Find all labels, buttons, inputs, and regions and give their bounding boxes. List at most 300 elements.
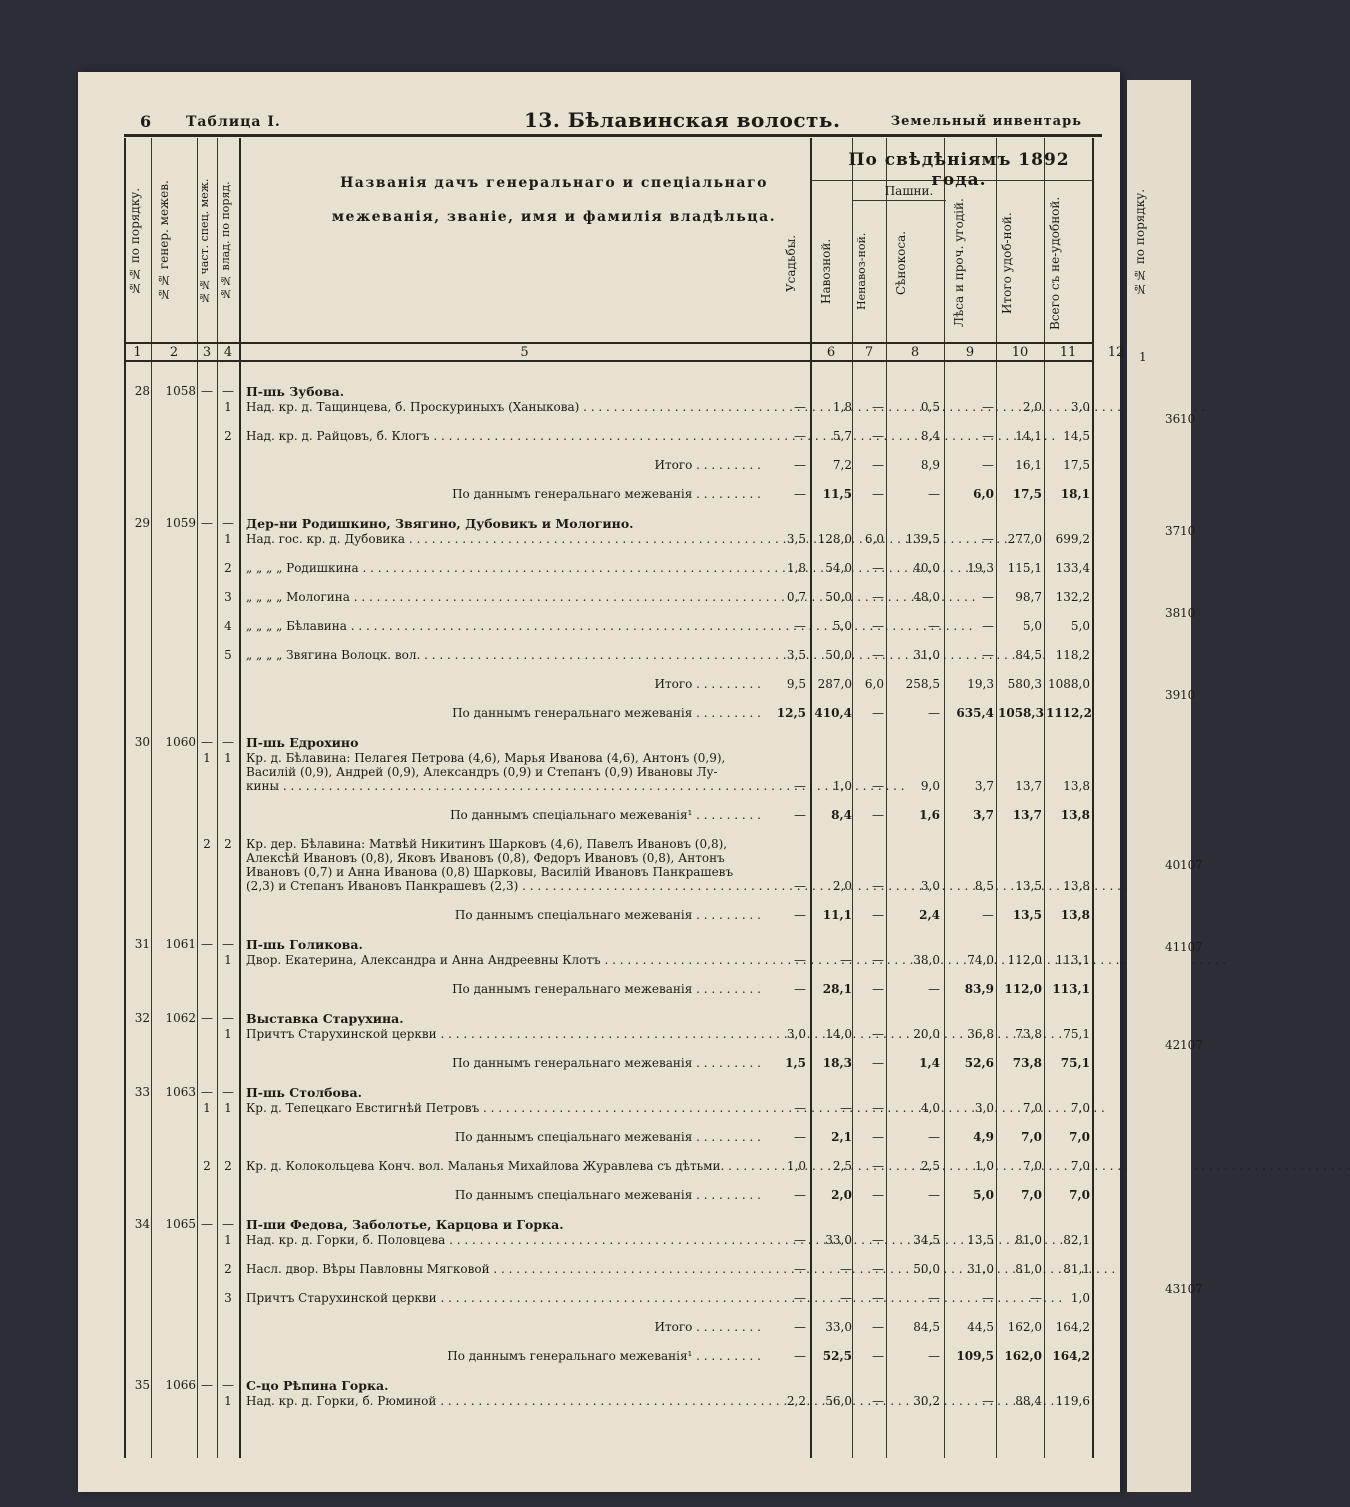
adjacent-row-code: 10 [1180,412,1196,426]
total-label: По даннымъ генеральнаго межеванія . . . . . . . . . [452,487,761,501]
value-col-8: — [872,1130,884,1144]
total-label: По даннымъ спеціальнаго межеванія¹ . . . . . . . . . [450,808,761,822]
value-col-11: 14,1 [1015,429,1042,443]
header-owner-number: №№ влад. по поряд. [219,181,232,301]
owner-text [246,532,766,546]
cell-c4: 2 [224,837,232,851]
value-col-7: 50,0 [825,648,852,662]
owner-text [246,1027,766,1041]
header-vsego: Всего съ не-удобной. [1048,196,1062,330]
estate-heading [246,1085,766,1100]
cell-c4: — [222,1011,234,1025]
header-names-line1: Названія дачъ генеральнаго и спеціальнаго [340,175,768,191]
cell-c4: 5 [224,648,232,662]
value-col-10: 5,0 [973,1188,994,1202]
cell-c4: 4 [224,619,232,633]
cell-text: Василій (0,9), Андрей (0,9), Александръ (0,9) и Степанъ (0,9) Ивановы Лу- [246,765,718,779]
column-number: 6 [826,345,836,360]
owner-text [246,648,766,662]
cell-c3: — [201,1378,213,1392]
cell-text: Над. кр. д. Горки, б. Половцева [246,1233,446,1247]
value-col-10: 8,5 [974,879,994,893]
value-col-10: — [982,648,994,662]
owner-text [246,879,766,893]
column-number: 11 [1059,345,1077,360]
value-col-8: — [872,1320,884,1334]
total-label: По даннымъ генеральнаго межеванія . . . . . . . . . [452,706,761,720]
adjacent-row-number: 42 [1165,1038,1181,1052]
cell-c4: 2 [224,561,232,575]
value-col-10: 3,7 [974,779,994,793]
value-col-6: 3,5 [786,648,806,662]
cell-c4: 2 [224,1262,232,1276]
value-col-10: — [982,908,994,922]
cell-c4: 1 [224,751,232,765]
cell-c4: 2 [224,1159,232,1173]
value-col-8: — [872,429,884,443]
cell-text: С-цо Рѣпина Горка. [246,1378,389,1393]
cell-c1: 30 [134,735,150,749]
table-row [124,590,1094,608]
table-row [124,561,1094,579]
value-col-9: — [928,1130,940,1144]
value-col-6: — [794,779,806,793]
value-col-7: 50,0 [825,590,852,604]
cell-c4: 1 [224,953,232,967]
value-col-8: — [872,400,884,414]
value-col-11: 13,5 [1015,879,1042,893]
cell-text: Над. кр. д. Тащинцева, б. Проскуриныхъ (Ханыкова) [246,400,580,414]
value-col-7: 2,5 [832,1159,852,1173]
value-col-9: 1,4 [919,1056,940,1070]
table-row [124,1056,1094,1074]
cell-c3: — [201,1011,213,1025]
table-row [124,400,1094,418]
value-col-8: 6,0 [864,532,884,546]
value-col-11: 112,0 [1004,982,1042,996]
value-col-7: 8,4 [831,808,852,822]
value-col-7: 287,0 [817,677,852,691]
value-col-9: — [928,1188,940,1202]
value-col-6: 3,0 [786,1027,806,1041]
table-row [124,1233,1094,1251]
cell-text: Итого [654,1320,693,1334]
value-col-12: 18,1 [1060,487,1090,501]
adjacent-row-number: 40 [1165,858,1181,872]
owner-text [246,953,766,967]
cell-text: По даннымъ генеральнаго межеванія [452,706,693,720]
cell-c4: — [222,1217,234,1231]
value-col-11: 7,0 [1021,1188,1042,1202]
cell-c2: 1066 [165,1378,196,1392]
estate-heading [246,1011,766,1026]
estate-heading [246,516,766,531]
column-number: 5 [520,345,529,360]
column-number: 9 [965,345,975,360]
table-row [124,1188,1094,1206]
cell-c2: 1060 [165,735,196,749]
cell-text: По даннымъ спеціальнаго межеванія [454,1188,693,1202]
header-general-survey: №№ генер. межев. [157,180,171,302]
owner-text [246,1101,766,1115]
header-names [299,166,809,234]
header-nenavoznoy: Ненавоз-ной. [855,232,868,310]
value-col-12: 113,1 [1055,953,1090,967]
value-col-7: 28,1 [822,982,852,996]
cell-c4: 1 [224,1394,232,1408]
value-col-12: 13,8 [1060,908,1090,922]
cell-c4: — [222,1378,234,1392]
adjacent-row-number: 41 [1165,940,1181,954]
value-col-9: 34,5 [913,1233,940,1247]
cell-text: П-шь Столбова. [246,1085,362,1100]
cell-text: Причтъ Старухинской церкви [246,1027,437,1041]
value-col-12: 81,1 [1063,1262,1090,1276]
cell-c3: — [201,937,213,951]
value-col-10: 109,5 [956,1349,994,1363]
value-col-11: 2,0 [1022,400,1042,414]
cell-text: Итого [654,458,693,472]
cell-c2: 1063 [165,1085,196,1099]
value-col-8: — [872,1159,884,1173]
estate-heading [246,735,766,750]
cell-text: П-ши Федова, Заболотье, Карцова и Горка. [246,1217,564,1232]
value-col-10: — [982,458,994,472]
adjacent-row-code: 10 [1180,524,1196,538]
value-col-9: 8,9 [920,458,940,472]
cell-c4: 1 [224,1101,232,1115]
value-col-10: 3,7 [973,808,994,822]
value-col-12: 13,8 [1063,779,1090,793]
value-col-9: — [928,1349,940,1363]
table-row [124,619,1094,637]
cell-c3: 1 [203,1101,211,1115]
cell-c4: 1 [224,1027,232,1041]
table-row [124,1101,1094,1119]
table-row [124,458,1094,476]
value-col-6: — [794,1320,806,1334]
column-number: 12 [1107,345,1125,360]
column-number: 3 [202,345,212,360]
total-label: По даннымъ генеральнаго межеванія . . . . . . . . . [452,982,761,996]
section-title: Земельный инвентарь [890,114,1082,129]
value-col-12: 75,1 [1060,1056,1090,1070]
value-col-8: — [872,1349,884,1363]
value-col-10: 13,5 [967,1233,994,1247]
value-col-9: 9,0 [920,779,940,793]
value-col-8: — [872,458,884,472]
cell-text: П-шь Едрохино [246,735,359,750]
value-col-9: — [928,619,940,633]
value-col-9: 1,6 [919,808,940,822]
table-row [124,1159,1094,1177]
value-col-8: — [872,1101,884,1115]
owner-text [246,837,766,851]
adjacent-row-number: 43 [1165,1282,1181,1296]
table-row [124,1291,1094,1309]
total-label: По даннымъ генеральнаго межеванія¹ . . . . . . . . . [447,1349,761,1363]
value-col-10: 6,0 [973,487,994,501]
value-col-6: 1,8 [786,561,806,575]
value-col-6: — [794,487,806,501]
cell-c3: — [201,1085,213,1099]
table-row [124,1349,1094,1367]
value-col-9: 0,5 [920,400,940,414]
value-col-10: — [982,590,994,604]
value-col-11: 7,0 [1021,1130,1042,1144]
table-row [124,706,1094,724]
owner-text [246,1159,766,1173]
value-col-10: 1,0 [974,1159,994,1173]
cell-c4: 1 [224,400,232,414]
value-col-6: 1,5 [785,1056,806,1070]
cell-text: По даннымъ спеціальнаго межеванія [454,1130,693,1144]
header-senokosa: Сѣнокоса. [894,230,908,296]
owner-text [246,751,766,765]
cell-text: Над. кр. д. Райцовъ, б. Клогъ [246,429,430,443]
value-col-9: 20,0 [913,1027,940,1041]
cell-c3: — [201,516,213,530]
value-col-7: — [840,1101,852,1115]
total-label: Итого . . . . . . . . . [654,1320,761,1334]
value-col-6: — [794,1101,806,1115]
cell-text: Над. гос. кр. д. Дубовика [246,532,405,546]
cell-c3: — [201,384,213,398]
adjacent-row-number: 37 [1165,524,1181,538]
cell-c4: — [222,384,234,398]
owner-text [246,1233,766,1247]
cell-c4: — [222,735,234,749]
adjacent-row-number: 39 [1165,688,1181,702]
total-label: Итого . . . . . . . . . [654,677,761,691]
header-pashni: Пашни. [884,184,934,198]
value-col-7: 33,0 [825,1233,852,1247]
value-col-11: 162,0 [1004,1349,1042,1363]
value-col-12: 14,5 [1063,429,1090,443]
cell-c3: 2 [203,1159,211,1173]
estate-heading [246,1217,766,1232]
cell-text: По даннымъ спеціальнаго межеванія [454,908,693,922]
cell-c4: — [222,516,234,530]
value-col-12: 3,0 [1070,400,1090,414]
cell-text: Дер-ни Родишкино, Звягино, Дубовикъ и Мологино. [246,516,634,531]
value-col-8: — [872,561,884,575]
value-col-7: 128,0 [817,532,852,546]
value-col-12: 13,8 [1063,879,1090,893]
table-row [124,677,1094,695]
value-col-12: 1,0 [1070,1291,1090,1305]
document-page [78,72,1125,1492]
adjacent-row-number: 38 [1165,606,1181,620]
value-col-12: 113,1 [1052,982,1090,996]
cell-c1: 32 [134,1011,150,1025]
cell-text: Причтъ Старухинской церкви [246,1291,437,1305]
value-col-7: 410,4 [814,706,852,720]
page-number: 6 [140,112,152,131]
value-col-11: 162,0 [1007,1320,1042,1334]
value-col-9: 3,0 [920,879,940,893]
cell-c2: 1065 [165,1217,196,1231]
adjacent-header: №№ по порядку. [1133,188,1147,296]
value-col-8: — [872,1027,884,1041]
cell-text: По даннымъ генеральнаго межеванія [452,487,693,501]
value-col-7: 11,5 [822,487,852,501]
table-row [124,1027,1094,1045]
value-col-11: 17,5 [1012,487,1042,501]
value-col-8: — [872,1056,884,1070]
value-col-8: — [872,1394,884,1408]
total-label: По даннымъ спеціальнаго межеванія . . . . . . . . . [454,1188,761,1202]
value-col-10: 19,3 [967,561,994,575]
value-col-10: — [982,429,994,443]
value-col-9: 31,0 [913,648,940,662]
value-col-6: 2,2 [786,1394,806,1408]
value-col-12: 7,0 [1070,1101,1090,1115]
cell-text: Ивановъ (0,7) и Анна Иванова (0,8) Шарковы, Василій Ивановъ Панкрашевъ [246,865,734,879]
value-col-6: — [794,429,806,443]
column-number: 10 [1011,345,1029,360]
value-col-8: — [872,706,884,720]
value-col-12: 13,8 [1060,808,1090,822]
value-col-10: — [982,532,994,546]
value-col-10: 4,9 [973,1130,994,1144]
value-col-7: 14,0 [825,1027,852,1041]
owner-text [246,429,766,443]
header-navoznoy: Навозной. [819,238,833,304]
header-lesa: Лѣса и проч. угодій. [952,198,966,328]
table-row [124,429,1094,447]
table-row [124,982,1094,1000]
cell-c3: — [201,1217,213,1231]
value-col-9: 2,5 [920,1159,940,1173]
value-col-6: — [794,1233,806,1247]
value-col-12: 164,2 [1055,1320,1090,1334]
value-col-11: 7,0 [1022,1101,1042,1115]
value-col-9: — [928,982,940,996]
value-col-10: 74,0 [967,953,994,967]
value-col-9: 258,5 [905,677,940,691]
adjacent-row-number: 36 [1165,412,1181,426]
data-table [124,138,1125,1458]
value-col-7: 11,1 [822,908,852,922]
value-col-7: 2,1 [831,1130,852,1144]
table-row [124,487,1094,505]
value-col-9: 40,0 [913,561,940,575]
cell-c4: — [222,1085,234,1099]
value-col-9: — [928,1291,940,1305]
value-col-6: — [794,982,806,996]
table-row [124,648,1094,666]
cell-text: Итого [654,677,693,691]
value-col-12: 75,1 [1063,1027,1090,1041]
value-col-11: 81,0 [1015,1262,1042,1276]
value-col-9: — [928,487,940,501]
cell-c3: 1 [203,751,211,765]
value-col-12: 118,2 [1055,648,1090,662]
header-names-line2: межеванія, званіе, имя и фамилія владѣльца. [331,209,777,225]
cell-text: По даннымъ генеральнаго межеванія [452,982,693,996]
value-col-11: 13,5 [1012,908,1042,922]
cell-c2: 1058 [165,384,196,398]
value-col-10: 31,0 [967,1262,994,1276]
column-number: 8 [910,345,920,360]
owner-text [246,619,766,633]
total-label: Итого . . . . . . . . . [654,458,761,472]
cell-c1: 28 [134,384,150,398]
value-col-12: 164,2 [1052,1349,1090,1363]
value-col-11: 73,8 [1015,1027,1042,1041]
value-col-9: 84,5 [913,1320,940,1334]
adjacent-row-code: 10 [1180,606,1196,620]
header-special-survey: №№ част. спец. меж. [198,178,211,304]
owner-text [246,1262,766,1276]
adjacent-page [1127,80,1203,1492]
cell-c4: 1 [224,1233,232,1247]
value-col-11: 112,0 [1007,953,1042,967]
cell-text: „ „ „ „ Бѣлавина [246,619,347,633]
cell-c1: 29 [134,516,150,530]
cell-text: „ „ „ „ Мологина [246,590,350,604]
value-col-6: — [794,1291,806,1305]
value-col-6: — [794,619,806,633]
header-1892: По свѣдѣніямъ 1892 года. [848,150,1070,190]
cell-text: кины [246,779,280,793]
value-col-7: 2,0 [832,879,852,893]
value-col-11: 88,4 [1015,1394,1042,1408]
owner-text [246,851,766,865]
value-col-12: 7,0 [1070,1159,1090,1173]
owner-text [246,765,766,779]
value-col-12: 5,0 [1070,619,1090,633]
value-col-11: 5,0 [1022,619,1042,633]
value-col-10: 52,6 [964,1056,994,1070]
value-col-6: — [794,1262,806,1276]
cell-c1: 31 [134,937,150,951]
adjacent-col-number: 1 [1139,350,1147,364]
table-row [124,532,1094,550]
value-col-11: 73,8 [1012,1056,1042,1070]
table-row [124,1130,1094,1148]
value-col-8: — [872,779,884,793]
owner-text [246,561,766,575]
value-col-12: 1088,0 [1048,677,1090,691]
adjacent-row-code: 107 [1180,1282,1203,1296]
value-col-10: 44,5 [967,1320,994,1334]
value-col-11: 81,0 [1015,1233,1042,1247]
value-col-6: — [794,1130,806,1144]
value-col-10: — [982,619,994,633]
adjacent-row-code: 107 [1180,1038,1203,1052]
value-col-12: 699,2 [1055,532,1090,546]
value-col-7: — [840,953,852,967]
value-col-6: — [794,879,806,893]
value-col-10: 3,0 [974,1101,994,1115]
cell-c4: 2 [224,429,232,443]
value-col-8: — [872,908,884,922]
value-col-8: — [872,590,884,604]
cell-text: Кр. д. Бѣлавина: Пелагея Петрова (4,6), Марья Иванова (4,6), Антонъ (0,9), [246,751,726,765]
value-col-11: 1058,3 [998,706,1044,720]
adjacent-row-code: 107 [1180,940,1203,954]
total-label: По даннымъ генеральнаго межеванія . . . . . . . . . [452,1056,761,1070]
value-col-8: — [872,1262,884,1276]
value-col-11: 277,0 [1007,532,1042,546]
owner-text [246,865,766,879]
value-col-7: 1,8 [832,400,852,414]
cell-c3: — [201,735,213,749]
owner-text [246,1291,766,1305]
value-col-6: — [794,458,806,472]
